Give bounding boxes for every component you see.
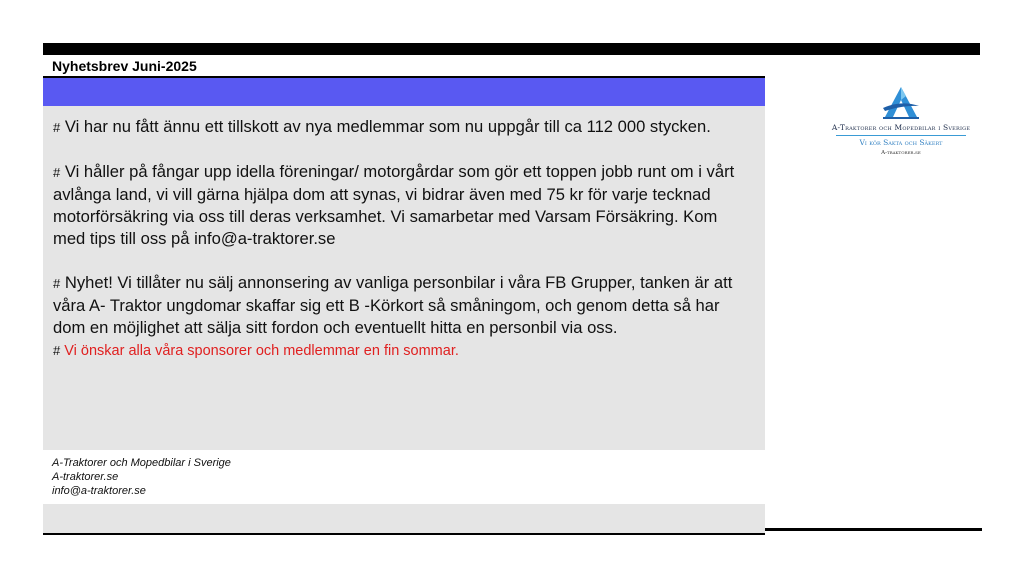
newsletter-title: Nyhetsbrev Juni-2025: [52, 58, 197, 74]
footer-site: A-traktorer.se: [52, 471, 119, 483]
footer-org: A-Traktorer och Mopedbilar i Sverige: [52, 457, 231, 469]
footer-email: info@a-traktorer.se: [52, 485, 146, 497]
paragraph-associations: [53, 161, 749, 250]
paragraph-text: Vi håller på fångar upp idella föreningar/ motorgårdar som gör ett toppen jobb runt om i vårt avlånga land, vi vill gärna hjälpa dom att synas, vi bidrar även med 75 kr för varje tecknad motorförsäkring via oss till deras verksamhet. Vi samarbetar med Varsam Försäkring. Kom med tips till oss på info@a-traktorer.se: [53, 162, 735, 248]
bottom-gray-band: [43, 504, 765, 534]
top-black-bar: [43, 43, 980, 55]
newsletter-body: [43, 106, 765, 450]
paragraph-text: Nyhet! Vi tillåter nu sälj annonsering av vanliga personbilar i våra FB Grupper, tanken är att våra A- Traktor ungdomar skaffar sig ett B -Körkort så småningom, och genom detta så har dom en möjlighet att sälja sitt fordon och eventuellt hitta en personbil via oss.: [53, 273, 733, 337]
logo-url: A-traktorer.se: [881, 150, 921, 156]
logo-a-icon: [879, 86, 923, 120]
bottom-divider-left: [43, 533, 765, 535]
hash-bullet: #: [53, 165, 61, 180]
paragraph-closing: [53, 339, 749, 362]
hash-bullet: #: [53, 276, 61, 291]
logo-slogan: Vi kör Sakta och Säkert: [859, 138, 943, 147]
bottom-divider-right: [765, 528, 982, 531]
closing-text: Vi önskar alla våra sponsorer och medlemmar en fin sommar.: [60, 343, 459, 359]
brand-logo: [806, 86, 996, 156]
paragraph-news: [53, 272, 749, 339]
paragraph-text: Vi har nu fått ännu ett tillskott av nya medlemmar som nu uppgår till ca 112 000 stycken.: [60, 117, 711, 136]
paragraph-members: [53, 116, 749, 139]
hash-bullet: #: [53, 343, 61, 358]
logo-name: A-Traktorer och Mopedbilar i Sverige: [831, 123, 971, 132]
hash-bullet: #: [53, 120, 61, 135]
logo-divider: [836, 135, 966, 136]
blue-header-band: [43, 78, 765, 106]
footer: [52, 456, 231, 498]
